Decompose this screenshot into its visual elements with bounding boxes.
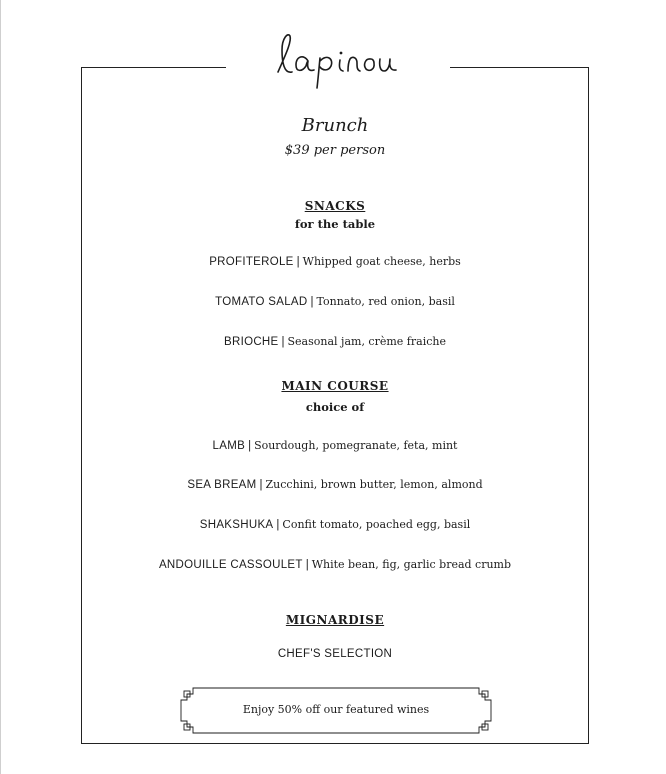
menu-item bbox=[81, 439, 589, 452]
menu-item-separator: | bbox=[276, 519, 280, 531]
menu-item-name: BRIOCHE bbox=[224, 336, 279, 348]
menu-item-description: Confit tomato, poached egg, basil bbox=[282, 518, 471, 531]
menu-price: $39 per person bbox=[284, 143, 386, 158]
section-subheading-snacks: for the table bbox=[294, 217, 376, 231]
page-left-rule bbox=[0, 0, 1, 774]
menu-item-description: Whipped goat cheese, herbs bbox=[302, 255, 461, 268]
menu-item-separator: | bbox=[281, 336, 285, 348]
menu-item bbox=[81, 295, 589, 308]
section-subheading-main-course: choice of bbox=[305, 400, 365, 414]
menu-item-name: TOMATO SALAD bbox=[215, 296, 308, 308]
menu-item-description: Sourdough, pomegranate, feta, mint bbox=[254, 439, 458, 452]
menu-item-name: ANDOUILLE CASSOULET bbox=[158, 559, 303, 571]
menu-item bbox=[81, 558, 589, 571]
menu-item-description: Zucchini, brown butter, lemon, almond bbox=[265, 478, 483, 491]
menu-item-separator: | bbox=[310, 296, 314, 308]
menu-item bbox=[81, 255, 589, 268]
menu-item-description: Tonnato, red onion, basil bbox=[316, 295, 455, 308]
promo-text: Enjoy 50% off our featured wines bbox=[242, 703, 430, 716]
menu-item-separator: | bbox=[296, 256, 300, 268]
menu-item-name: SHAKSHUKA bbox=[199, 519, 274, 531]
section-heading-mignardise: MIGNARDISE bbox=[285, 613, 385, 627]
section-heading-snacks: SNACKS bbox=[304, 199, 366, 213]
menu-item bbox=[81, 335, 589, 348]
section-heading-main-course: MAIN COURSE bbox=[281, 379, 389, 393]
menu-item-description: White bean, fig, garlic bread crumb bbox=[311, 558, 512, 571]
menu-item bbox=[81, 478, 589, 491]
menu-item-separator: | bbox=[248, 440, 252, 452]
menu-item-description: Seasonal jam, crème fraiche bbox=[287, 335, 446, 348]
menu-item-separator: | bbox=[259, 479, 263, 491]
menu-item-name: PROFITEROLE bbox=[209, 256, 294, 268]
menu-item-name: SEA BREAM bbox=[187, 479, 257, 491]
menu-item-name: LAMB bbox=[212, 440, 246, 452]
menu-item bbox=[81, 518, 589, 531]
lapinou-logo bbox=[270, 28, 406, 92]
menu-item-separator: | bbox=[305, 559, 309, 571]
mignardise-note: CHEF'S SELECTION bbox=[277, 648, 393, 660]
menu-title: Brunch bbox=[301, 115, 369, 136]
